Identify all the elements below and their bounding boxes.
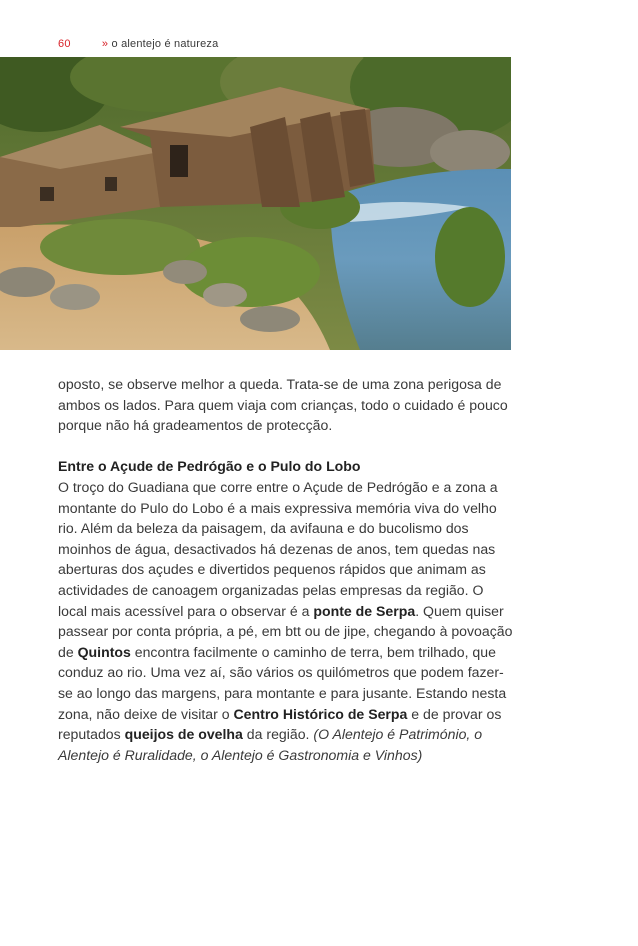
page-number: 60 (58, 38, 71, 50)
queijos-de-ovelha: queijos de ovelha (124, 726, 243, 743)
chevron-icon: » (101, 38, 109, 50)
watermill-river-photo (0, 57, 511, 350)
article-paragraph (58, 477, 513, 765)
intro-paragraph: oposto, se observe melhor a queda. Trata-se de uma zona perigosa de ambos os lados. Para quem viaja com crianças, todo o cuidado é pouco porque não há gradeamentos de protecção. (58, 376, 508, 434)
text-run-5: da região. (242, 726, 314, 743)
centro-historico-de-serpa: Centro Histórico de Serpa (233, 705, 408, 722)
section-title-text: o alentejo é natureza (111, 38, 219, 50)
text-run-1: O troço do Guadiana que corre entre o Açude de Pedrógão e a zona a montante do Pulo do Lobo é a mais expressiva memória viva do velho rio. Além da beleza da paisagem, da avifauna e do bucolismo dos moinhos de água, desactivados há dezenas de anos, tem quedas nas aberturas dos açudes e divertidos pequenos rápidos que animam as actividades de canoagem organizadas pelas empresas da região. O local mais acessível para o observar é a (58, 478, 498, 619)
section-title (102, 38, 219, 50)
text-run-2: . Quem quiser passear por conta própria, a pé, em btt ou de jipe, chegando à povoação de (58, 602, 513, 660)
quintos: Quintos (77, 643, 131, 660)
source-citation: (O Alentejo é Património, o Alentejo é Ruralidade, o Alentejo é Gastronomia e Vinhos) (58, 726, 483, 763)
paragraph-gap (58, 436, 513, 457)
ponte-de-serpa: ponte de Serpa (313, 602, 416, 619)
landscape-photo (0, 57, 511, 350)
body-text (58, 374, 513, 765)
section-heading: Entre o Açude de Pedrógão e o Pulo do Lobo (58, 458, 361, 475)
text-run-3: encontra facilmente o caminho de terra, bem trilhado, que conduz ao rio. Uma vez aí, são vários os quilómetros que podem fazer-se ao longo das margens, para montante e para jusante. Estando nesta zona, não deixe de visitar o (58, 643, 507, 722)
text-run-4: e de provar os reputados (58, 705, 502, 743)
running-header (58, 38, 218, 50)
